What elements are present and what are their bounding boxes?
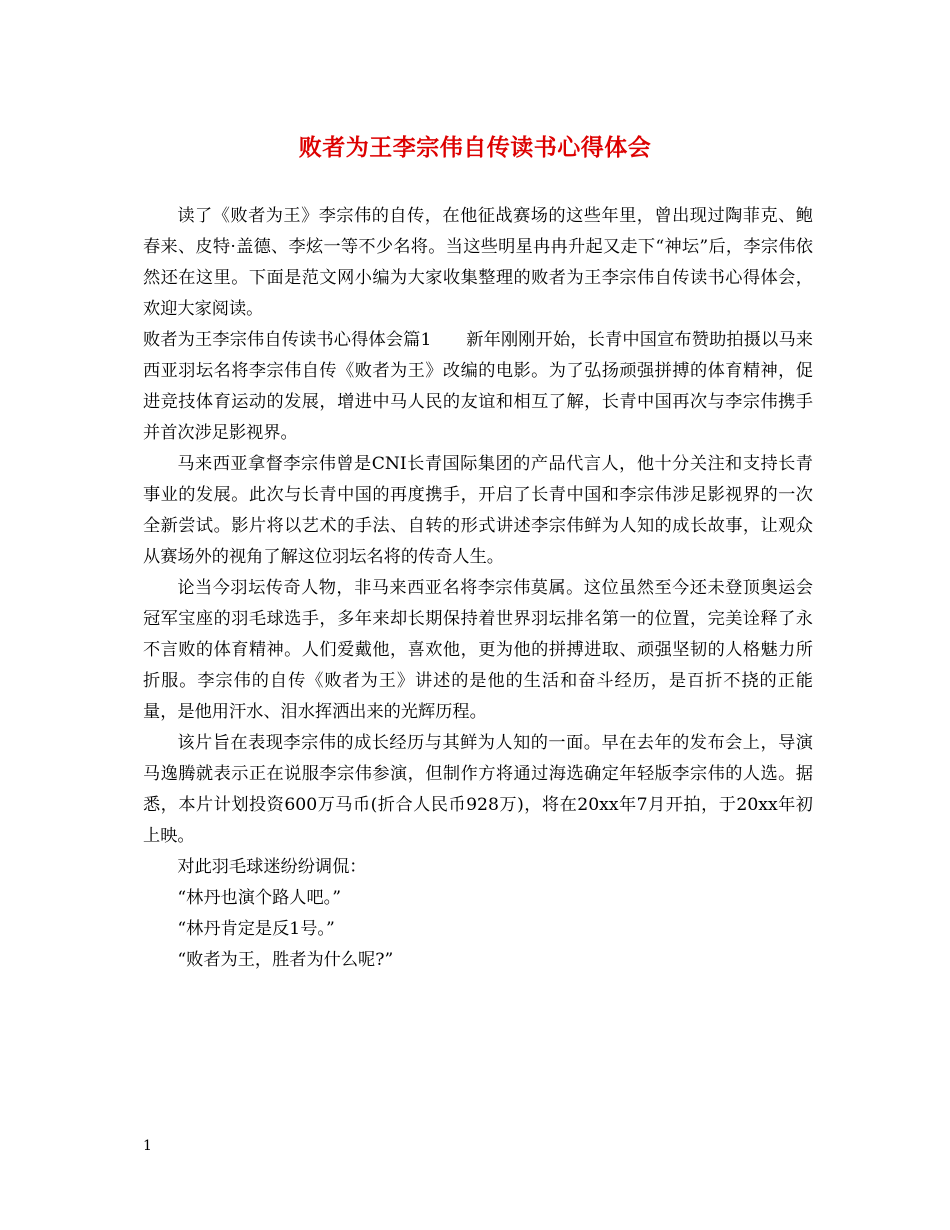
paragraph-fans: 对此羽毛球迷纷纷调侃：	[177, 857, 367, 877]
document-body	[143, 201, 813, 976]
paragraph-quote-1: “林丹也演个路人吧。”	[177, 888, 342, 908]
paragraph-legend: 论当今羽坛传奇人物，非马来西亚名将李宗伟莫属。这位虽然至今还未登顶奥运会冠军宝座的羽毛球选手，多年来却长期保持着世界羽坛排名第一的位置，完美诠释了永不言败的体育精神。人们爱戴他，喜欢他，更为他的拼搏进取、顽强坚韧的人格魅力所折服。李宗伟的自传《败者为王》讲述的是他的生活和奋斗经历，是百折不挠的正能量，是他用汗水、泪水挥洒出来的光辉历程。	[143, 578, 813, 722]
paragraph-quote-3: “败者为王，胜者为什么呢?”	[177, 950, 394, 970]
paragraph-cni: 马来西亚拿督李宗伟曾是CNI长青国际集团的产品代言人，他十分关注和支持长青事业的发展。此次与长青中国的再度携手，开启了长青中国和李宗伟涉足影视界的一次全新尝试。影片将以艺术的手法、自转的形式讲述李宗伟鲜为人知的成长故事，让观众从赛场外的视角了解这位羽坛名将的传奇人生。	[143, 454, 813, 567]
paragraph-quote-2: “林丹肯定是反1号。”	[177, 919, 335, 939]
paragraph-intro: 读了《败者为王》李宗伟的自传，在他征战赛场的这些年里，曾出现过陶菲克、鲍春来、皮特·盖德、李炫一等不少名将。当这些明星冉冉升起又走下“神坛”后，李宗伟依然还在这里。下面是范文网小编为大家收集整理的败者为王李宗伟自传读书心得体会，欢迎大家阅读。	[143, 206, 813, 319]
paragraph-section-1: 败者为王李宗伟自传读书心得体会篇1 新年刚刚开始，长青中国宣布赞助拍摄以马来西亚羽坛名将李宗伟自传《败者为王》改编的电影。为了弘扬顽强拼搏的体育精神，促进竞技体育运动的发展，增进中马人民的友谊和相互了解，长青中国再次与李宗伟携手并首次涉足影视界。	[143, 330, 813, 443]
paragraph-film: 该片旨在表现李宗伟的成长经历与其鲜为人知的一面。早在去年的发布会上，导演马逸腾就表示正在说服李宗伟参演，但制作方将通过海选确定年轻版李宗伟的人选。据悉，本片计划投资600万马币(折合人民币928万)，将在20xx年7月开拍，于20xx年初上映。	[143, 733, 813, 846]
page-number: 1	[143, 1138, 152, 1154]
document-title: 败者为王李宗伟自传读书心得体会	[298, 134, 652, 161]
